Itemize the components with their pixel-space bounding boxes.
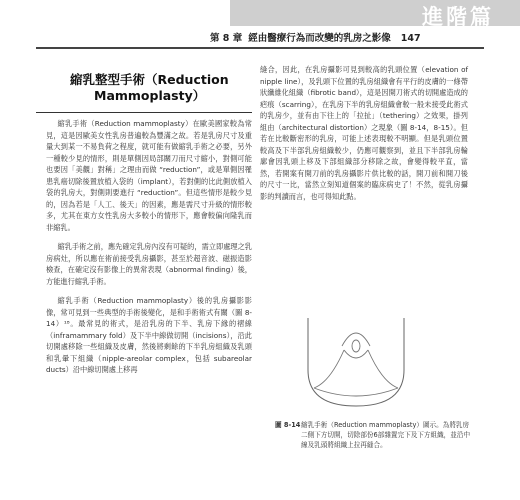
section-title-line-1: 縮乳整型手術（Reduction <box>70 72 229 87</box>
paragraph: 縮乳手術之前，應先確定乳房內沒有可疑的，需立即處理之乳房病灶，所以應在術前接受乳房攝影，甚至於超音波、磁振造影檢查，在確定沒有影像上的異常表現（abnormal finding）後，方能進行縮乳手術。 <box>46 242 252 286</box>
running-header <box>210 30 480 46</box>
left-column <box>46 118 252 384</box>
section-title <box>70 72 250 104</box>
header-divider <box>36 47 484 49</box>
section-title-line-2: Mammoplasty） <box>94 88 206 103</box>
title-divider <box>36 112 252 113</box>
paragraph: 縫合，因此，在乳房攝影可見到較高的乳頭位置（elevation of nipple line），及乳頭下位置的乳房組織會有平行的皮膚的一條帶狀纖維化組織（fibrotic band），這是因開刀術式的切開處造成的疤痕（scarring），在乳房下半的乳房組織會較一般未接受此術式的乳房少，並有由下往上的「拉扯」（tethering）之效果，掛列組由（architectural distortion）之現象（圖 8-14，8-15）。但若在比較斷密形的乳房，可能上述表現較不明顯。但是乳頭位置較高及下半部乳房組織較少，仍應可觀察到，並且下半部乳房輪廓會因乳頭上移及下部組織部分移除之故，會變得較平直，當然，若開案有開刀前的乳房攝影片供比較的話，開刀前和開刀後的尺寸一比，當然立刻知道個案的臨床病史了！不然，從乳房攝影的判讀而言，也可得知此點。 <box>260 65 468 201</box>
right-incision-line <box>368 350 398 388</box>
left-incision-line <box>314 350 344 388</box>
breast-reduction-diagram <box>304 316 408 408</box>
section-band-title: 進階篇 <box>422 5 494 29</box>
section-band <box>230 0 520 29</box>
right-column <box>260 64 468 210</box>
chapter-title: 經由醫療行為而改變的乳房之影像 <box>248 33 391 44</box>
areola-lower-incision <box>344 350 368 358</box>
breast-outline <box>308 318 404 406</box>
chapter-number: 第 8 章 <box>210 33 243 44</box>
paragraph: 縮乳手術（Reduction mammoplasty）在歐美國家較為常見，這是因歐美女性乳房普遍較為豐滿之故。若是乳房尺寸及重量大到某一不易負荷之程度，就可能有做縮乳手術之必要，另外一種較少見的情形，則是單側因局部關刀而尺寸縮小，對側可能也要因「美觀」對稱」之理由而做 “reduction”，或是單側因罹患乳癌切除後置放植入袋的（implant），若對側的比此側放植入袋的乳房大，對側則要進行 “reduction”。但這些情形是較少見的，因為若是「人工、後天」的因素，應是需尺寸升級的情形較多，尤其在東方女性乳房大多較小的情形下，應會較偏向隆乳而非縮乳。 <box>46 119 252 232</box>
paragraph: 縮乳手術（Reduction mammoplasty）後的乳房攝影影像，常可見到一些典型的手術後變化，是和手術術式有關（圖 8-14）¹⁸。最常見的術式，是沿乳房的下半、乳房下緣的褶線（inframammary fold）及下半中線做切開（incisions），沿此切開處移除一些組織及皮膚，然後將剩餘的下半乳房組織及乳頭和乳暈下組織（nipple-areolar complex，包括 subareolar ducts）沿中線切開處上移再 <box>46 296 252 374</box>
figure-label: 圖 8-14 <box>275 421 301 429</box>
areola-upper-incision <box>342 333 370 346</box>
page-number: 147 <box>400 33 421 44</box>
figure-caption-text: 縮乳手術（Reduction mammoplasty）圖示。為將乳房二側下方切開，切除部份6部雜置完下及下方組織，並沿中線及乳頭將組織上拉再縫合。 <box>301 421 471 449</box>
inframammary-incision-line <box>314 388 398 396</box>
nipple-shape <box>352 340 360 352</box>
